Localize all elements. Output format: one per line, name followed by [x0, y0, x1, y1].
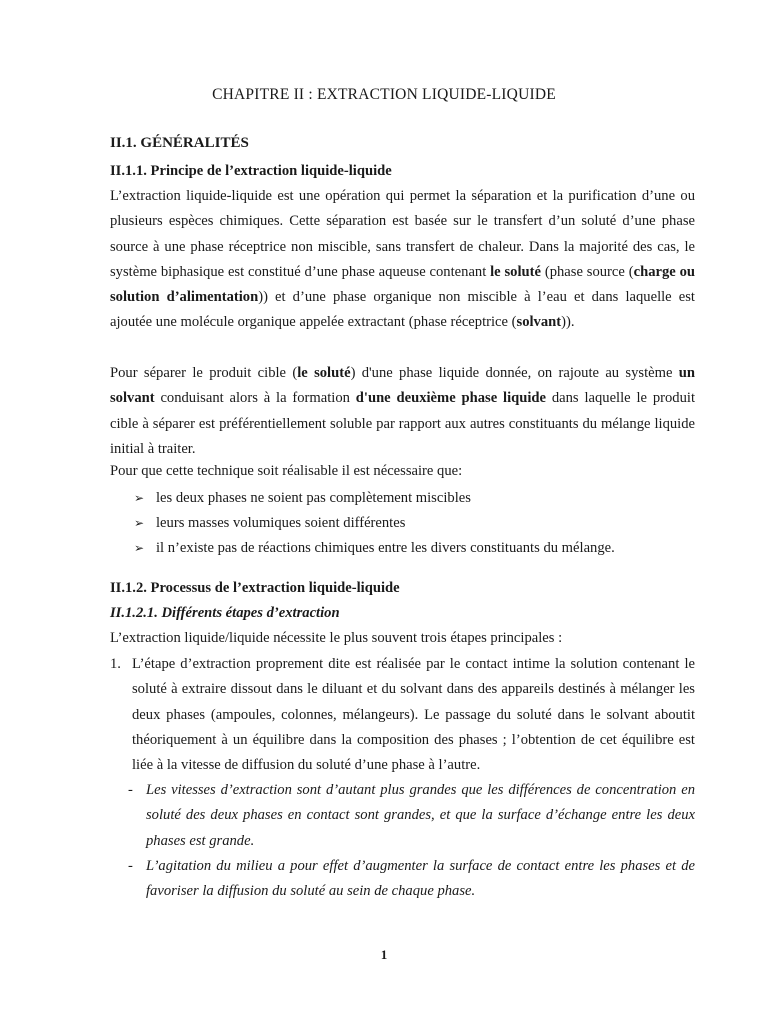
dash-bullet-icon: -	[128, 858, 133, 874]
arrow-bullet-icon: ➢	[134, 516, 145, 530]
subsection-heading-principe: II.1.1. Principe de l’extraction liquide-liquide	[110, 163, 392, 179]
subsection-heading-processus: II.1.2. Processus de l’extraction liquide-liquide	[110, 580, 400, 596]
item-text: L’étape d’extraction proprement dite est réalisée par le contact intime la solution contenant le soluté à extraire dissout dans le diluant et du solvant dans des appareils destinés à mélanger les deux phases (ampoules, colonnes, mélangeurs). Le passage du soluté dans le solvant aboutit théoriquement à un équilibre dans la composition des phases ; l’obtention de cet équilibre est liée à la vitesse de diffusion du soluté d’une phase à l’autre.	[132, 656, 695, 774]
list-item: ➢ il n’existe pas de réactions chimiques entre les divers constituants du mélange.	[134, 540, 615, 556]
list-item: ➢ les deux phases ne soient pas complètement miscibles	[134, 490, 471, 506]
dash-bullet-icon: -	[128, 782, 133, 798]
arrow-bullet-icon: ➢	[134, 541, 145, 555]
dash-item-text: Les vitesses d’extraction sont d’autant plus grandes que les différences de concentration en soluté des deux phases en contact sont grandes, et que la surface d’échange entre les deux phases est grande.	[146, 782, 695, 849]
dash-item-text: L’agitation du milieu a pour effet d’augmenter la surface de contact entre les phases et de favoriser la diffusion du soluté au sein de chaque phase.	[146, 858, 695, 900]
paragraph-separation: Pour séparer le produit cible (le soluté) d'une phase liquide donnée, on rajoute au système un solvant conduisant alors à la formation d'une deuxième phase liquide dans laquelle le produit cible à séparer est préférentiellement soluble par rapport aux autres constituants du mélange liquide initial à traiter.	[110, 365, 695, 457]
chapter-title: CHAPITRE II : EXTRACTION LIQUIDE-LIQUIDE	[212, 86, 556, 103]
paragraph-etapes-intro: L’extraction liquide/liquide nécessite le plus souvent trois étapes principales :	[110, 630, 563, 646]
paragraph-principe: L’extraction liquide-liquide est une opération qui permet la séparation et la purification d’une ou plusieurs espèces chimiques. Cette séparation est basée sur le transfert d’un soluté d’une phase source à une phase réceptrice non miscible, sans transfert de chaleur. Dans la majorité des cas, le système biphasique est constitué d’une phase aqueuse contenant le soluté (phase source (charge ou solution d’alimentation)) et d’une phase organique non miscible à l’eau et dans laquelle est ajoutée une molécule organique appelée extractant (phase réceptrice (solvant)).	[110, 188, 695, 331]
arrow-bullet-icon: ➢	[134, 491, 145, 505]
paragraph-conditions: Pour que cette technique soit réalisable il est nécessaire que:	[110, 463, 463, 479]
section-heading: II.1. GÉNÉRALITÉS	[110, 135, 249, 151]
item-number: 1.	[110, 656, 121, 672]
page-number: 1	[380, 947, 388, 962]
list-item: ➢ leurs masses volumiques soient différentes	[134, 515, 406, 531]
subsubsection-heading-etapes: II.1.2.1. Différents étapes d’extraction	[110, 605, 340, 621]
